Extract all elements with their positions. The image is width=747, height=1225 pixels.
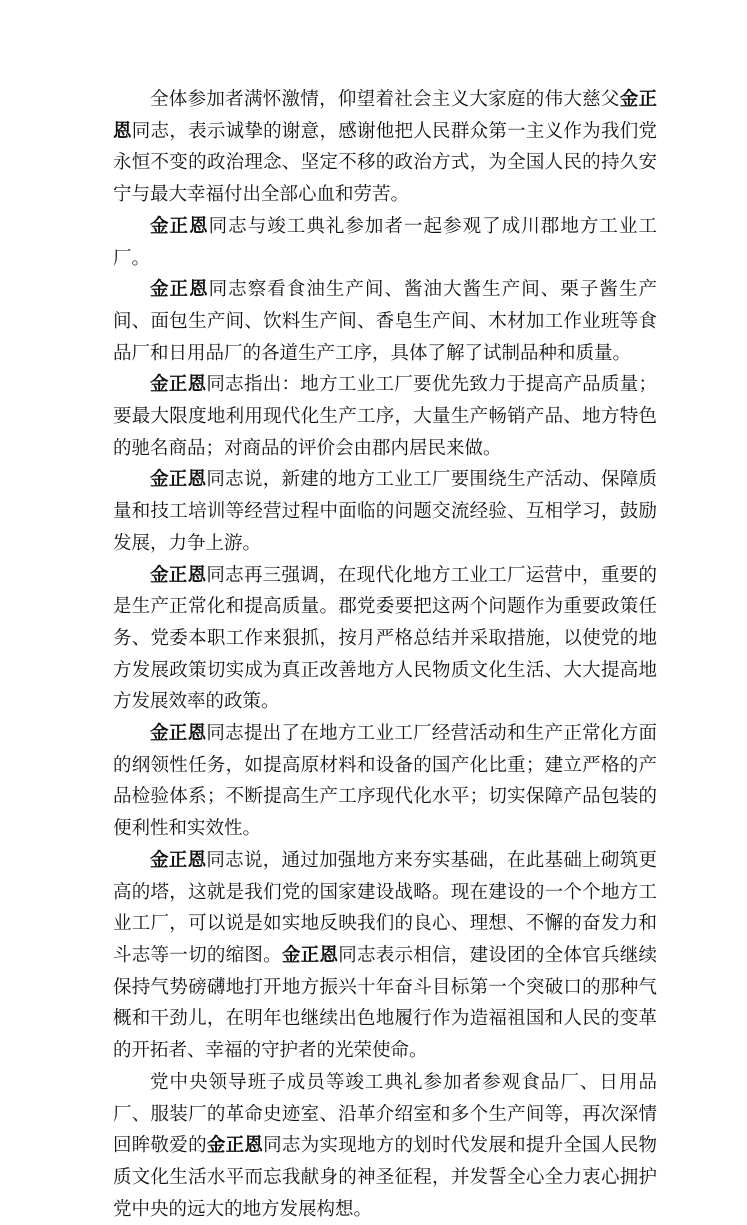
paragraph-text: 全体参加者满怀激情，仰望着社会主义大家庭的伟大慈父 <box>150 89 620 110</box>
paragraph-text: 同志与竣工典礼参加者一起参观了成川郡地方工业工厂。 <box>113 215 657 269</box>
leader-name: 金正恩 <box>150 564 207 586</box>
paragraph <box>113 211 657 274</box>
leader-name: 金正恩 <box>206 1135 264 1157</box>
paragraph-text: 同志说，通过加强地方来夯实基础，在此基础上砌筑更高的塔，这就是我们党的国家建设战略。现在建设的一个个地方工业工厂，可以说是如实地反映我们的良心、理想、不懈的奋发力和斗志等一切的缩图。 <box>113 849 657 966</box>
paragraph-text: 同志提出了在地方工业工厂经营活动和生产正常化方面的纲领性任务，如提高原材料和设备的国产化比重；建立严格的产品检验体系；不断提高生产工序现代化水平；切实保障产品包装的便利性和实效性。 <box>113 723 657 840</box>
leader-name: 金正恩 <box>150 374 207 396</box>
leader-name: 金正恩 <box>150 215 209 237</box>
paragraph <box>113 464 657 559</box>
paragraph-text: 同志指出：地方工业工厂要优先致力于提高产品质量；要最大限度地利用现代化生产工序，大量生产畅销产品、地方特色的驰名商品；对商品的评价会由郡内居民来做。 <box>113 374 657 459</box>
leader-name: 金正恩 <box>150 279 209 301</box>
paragraph <box>113 369 657 464</box>
paragraph-text: 同志说，新建的地方工业工厂要围绕生产活动、保障质量和技工培训等经营过程中面临的问题交流经验、互相学习，鼓励发展，力争上游。 <box>113 469 657 554</box>
paragraph <box>113 560 657 719</box>
paragraph <box>113 718 657 845</box>
paragraph-text: 同志表示相信，建设团的全体官兵继续保持气势磅礴地打开地方振兴十年奋斗目标第一个突破口的那种气概和干劲儿，在明年也继续出色地履行作为造福祖国和人民的变革的开拓者、幸福的守护者的光荣使命。 <box>113 944 657 1062</box>
leader-name: 金正恩 <box>281 944 339 966</box>
paragraph-text: 党中央领导班子成员等竣工典礼参加者参观食品厂、日用品厂、服装厂的革命史迹室、沿革介绍室和多个生产间等，再次深情回眸敬爱的 <box>113 1071 657 1157</box>
leader-name: 金正恩 <box>150 469 207 491</box>
paragraph-text: 同志再三强调，在现代化地方工业工厂运营中，重要的是生产正常化和提高质量。郡党委要把这两个问题作为重要政策任务、党委本职工作来狠抓，按月严格总结并采取措施，以使党的地方发展政策切实成为真正改善地方人民物质文化生活、大大提高地方发展效率的政策。 <box>113 564 657 713</box>
paragraph-text: 同志察看食油生产间、酱油大酱生产间、栗子酱生产间、面包生产间、饮料生产间、香皂生产间、木材加工作业班等食品厂和日用品厂的各道生产工序，具体了解了试制品种和质量。 <box>113 279 657 364</box>
paragraph <box>113 1067 657 1225</box>
leader-name: 金正恩 <box>113 89 657 142</box>
paragraph <box>113 845 657 1067</box>
leader-name: 金正恩 <box>150 849 207 871</box>
paragraph <box>113 274 657 369</box>
paragraph-text: 同志，表示诚挚的谢意，感谢他把人民群众第一主义作为我们党永恒不变的政治理念、坚定不移的政治方式，为全国人民的持久安宁与最大幸福付出全部心血和劳苦。 <box>113 120 657 206</box>
paragraph-text: 同志为实现地方的划时代发展和提升全国人民物质文化生活水平而忘我献身的神圣征程，并发誓全心全力衷心拥护党中央的远大的地方发展构想。 <box>113 1135 657 1220</box>
leader-name: 金正恩 <box>150 723 207 745</box>
paragraph <box>113 84 657 211</box>
